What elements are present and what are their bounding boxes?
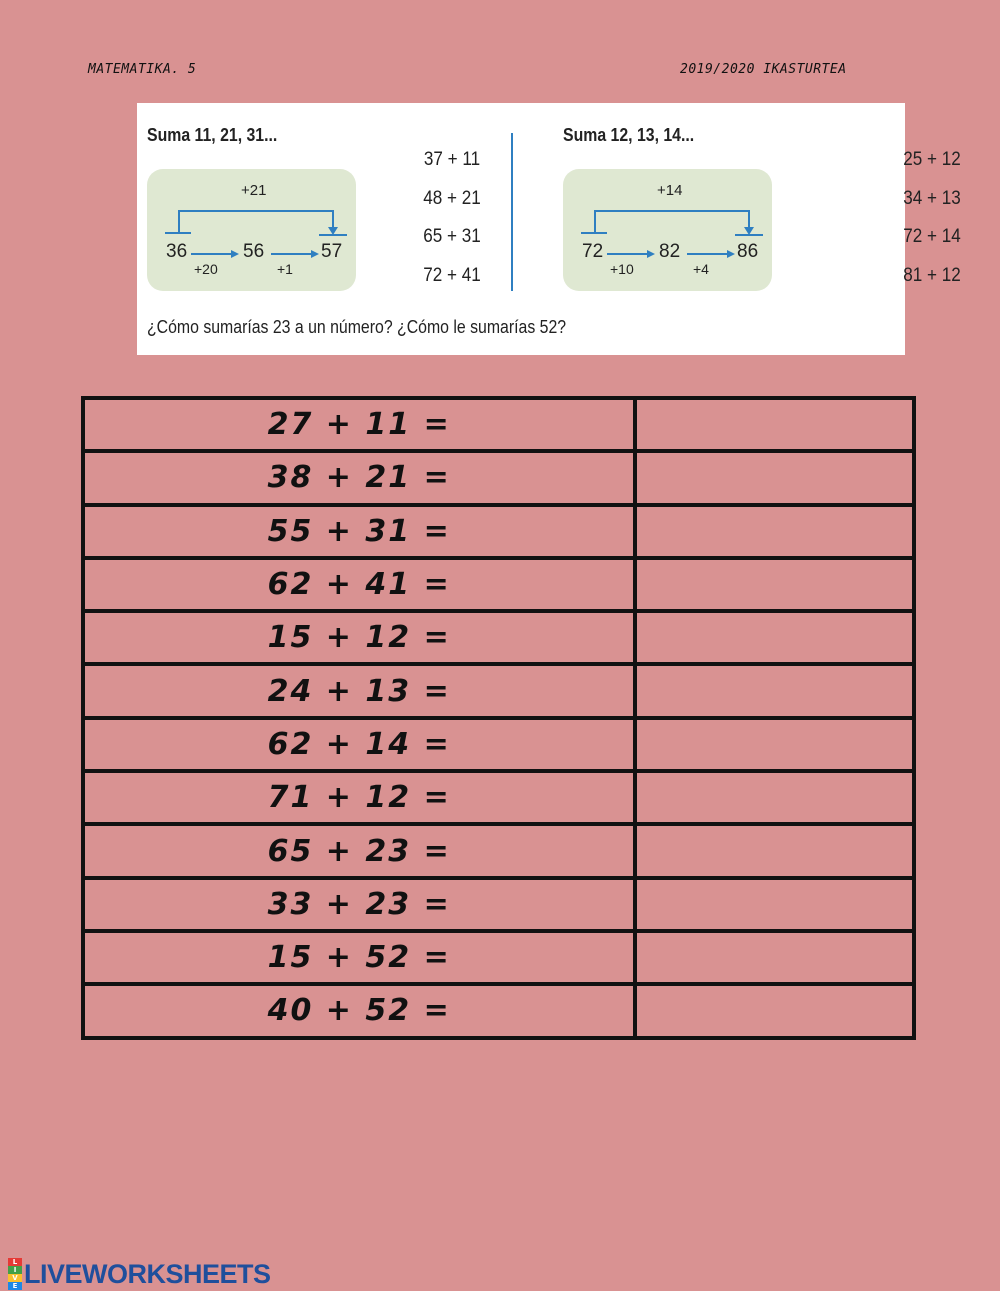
table-row xyxy=(83,398,914,451)
start-number: 72 xyxy=(582,241,604,262)
table-row xyxy=(83,451,914,504)
header-subject: MATEMATIKA. 5 xyxy=(88,62,197,77)
answer-input[interactable] xyxy=(635,611,914,664)
table-row xyxy=(83,824,914,877)
problem-cell: 40 + 52 = xyxy=(83,984,635,1037)
answer-input[interactable] xyxy=(635,824,914,877)
example-list xyxy=(877,149,987,303)
panel-title: Suma 11, 21, 31... xyxy=(147,125,278,145)
logo-text: LIVEWORKSHEETS xyxy=(24,1258,271,1289)
example-item: 72 + 14 xyxy=(903,226,961,247)
example-item: 72 + 41 xyxy=(423,264,481,286)
example-item: 48 + 21 xyxy=(423,187,481,209)
problem-cell: 15 + 12 = xyxy=(83,611,635,664)
panel-divider xyxy=(511,133,513,291)
table-row xyxy=(83,558,914,611)
example-item: 34 + 13 xyxy=(903,187,961,209)
addition-diagram xyxy=(147,169,356,291)
end-number: 57 xyxy=(321,241,343,262)
answer-input[interactable] xyxy=(635,931,914,984)
middle-number: 56 xyxy=(243,241,265,262)
problem-cell: 33 + 23 = xyxy=(83,878,635,931)
middle-number: 82 xyxy=(659,241,681,262)
logo-mark-icon xyxy=(8,1258,22,1290)
answer-input[interactable] xyxy=(635,505,914,558)
jump-label: +21 xyxy=(241,182,267,199)
answer-input[interactable] xyxy=(635,558,914,611)
exercise-table xyxy=(81,396,916,1040)
guiding-question: ¿Cómo sumarías 23 a un número? ¿Cómo le sumarías 52? xyxy=(147,317,567,337)
logo-mark-letter: V xyxy=(8,1274,22,1282)
problem-cell: 62 + 41 = xyxy=(83,558,635,611)
answer-input[interactable] xyxy=(635,664,914,717)
answer-input[interactable] xyxy=(635,771,914,824)
example-item: 37 + 11 xyxy=(423,149,481,170)
problem-cell: 55 + 31 = xyxy=(83,505,635,558)
answer-input[interactable] xyxy=(635,984,914,1037)
panel-title: Suma 12, 13, 14... xyxy=(563,125,695,145)
table-row xyxy=(83,664,914,717)
jump-label: +14 xyxy=(657,182,683,199)
table-row xyxy=(83,931,914,984)
step-label: +4 xyxy=(693,261,709,277)
problem-cell: 38 + 21 = xyxy=(83,451,635,504)
strategy-panel-2 xyxy=(553,103,961,303)
step-label: +20 xyxy=(194,261,218,277)
logo-mark-letter: I xyxy=(8,1266,22,1274)
table-row xyxy=(83,505,914,558)
problem-cell: 24 + 13 = xyxy=(83,664,635,717)
table-row xyxy=(83,611,914,664)
table-row xyxy=(83,878,914,931)
problem-cell: 71 + 12 = xyxy=(83,771,635,824)
problem-cell: 65 + 23 = xyxy=(83,824,635,877)
addition-diagram xyxy=(563,169,772,291)
step-label: +1 xyxy=(277,261,293,277)
answer-input[interactable] xyxy=(635,451,914,504)
liveworksheets-logo[interactable] xyxy=(8,1258,271,1290)
step-label: +10 xyxy=(610,261,634,277)
example-list xyxy=(397,149,507,303)
table-row xyxy=(83,718,914,771)
problem-cell: 62 + 14 = xyxy=(83,718,635,771)
example-item: 25 + 12 xyxy=(903,149,961,170)
answer-input[interactable] xyxy=(635,878,914,931)
example-item: 81 + 12 xyxy=(903,264,961,286)
logo-mark-letter: L xyxy=(8,1258,22,1266)
start-number: 36 xyxy=(166,241,188,262)
strategy-panel-1 xyxy=(137,103,507,303)
answer-input[interactable] xyxy=(635,718,914,771)
table-row xyxy=(83,771,914,824)
problem-cell: 27 + 11 = xyxy=(83,398,635,451)
answer-input[interactable] xyxy=(635,398,914,451)
header-school-year: 2019/2020 IKASTURTEA xyxy=(680,62,847,77)
table-row xyxy=(83,984,914,1037)
example-item: 65 + 31 xyxy=(423,226,481,247)
problem-cell: 15 + 52 = xyxy=(83,931,635,984)
reference-strategy-box xyxy=(137,103,961,355)
end-number: 86 xyxy=(737,241,759,262)
logo-mark-letter: E xyxy=(8,1282,22,1290)
